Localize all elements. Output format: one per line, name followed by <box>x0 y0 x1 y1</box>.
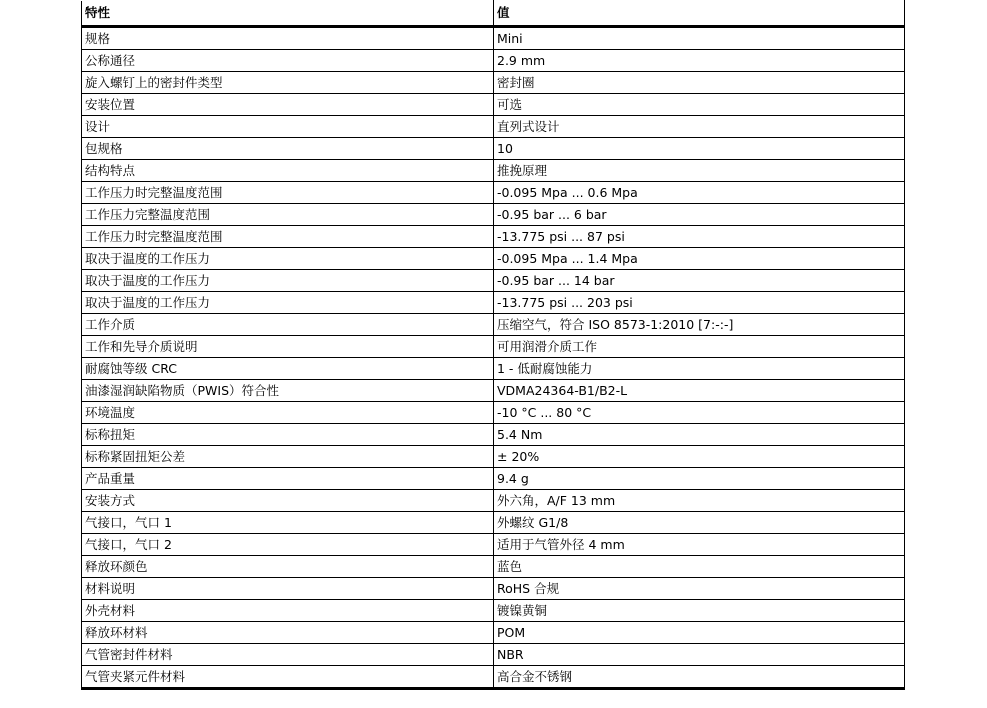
row-feature-cell: 安装位置 <box>82 94 494 116</box>
row-value-cell: -13.775 psi ... 203 psi <box>494 292 905 314</box>
row-feature-cell: 工作介质 <box>82 314 494 336</box>
row-feature-cell: 包规格 <box>82 138 494 160</box>
row-value-cell: 2.9 mm <box>494 50 905 72</box>
table-row <box>82 72 905 94</box>
row-feature-cell: 工作压力完整温度范围 <box>82 204 494 226</box>
table-row <box>82 446 905 468</box>
row-value-cell: ± 20% <box>494 446 905 468</box>
row-feature-cell: 气管夹紧元件材料 <box>82 666 494 689</box>
row-feature-cell: 标称紧固扭矩公差 <box>82 446 494 468</box>
row-value-cell: 外六角，A/F 13 mm <box>494 490 905 512</box>
spec-sheet <box>81 0 904 690</box>
row-value-cell: 10 <box>494 138 905 160</box>
row-feature-cell: 释放环颜色 <box>82 556 494 578</box>
table-row <box>82 50 905 72</box>
row-feature-cell: 规格 <box>82 27 494 50</box>
row-value-cell: RoHS 合规 <box>494 578 905 600</box>
table-row <box>82 424 905 446</box>
row-value-cell: 推挽原理 <box>494 160 905 182</box>
row-feature-cell: 气接口，气口 2 <box>82 534 494 556</box>
row-value-cell: 适用于气管外径 4 mm <box>494 534 905 556</box>
row-feature-cell: 安装方式 <box>82 490 494 512</box>
row-feature-cell: 标称扭矩 <box>82 424 494 446</box>
row-feature-cell: 油漆湿润缺陷物质（PWIS）符合性 <box>82 380 494 402</box>
row-value-cell: 可选 <box>494 94 905 116</box>
row-value-cell: 外螺纹 G1/8 <box>494 512 905 534</box>
row-feature-cell: 旋入螺钉上的密封件类型 <box>82 72 494 94</box>
row-value-cell: 直列式设计 <box>494 116 905 138</box>
table-row <box>82 226 905 248</box>
spec-table-body <box>82 27 905 689</box>
spec-table <box>81 0 905 690</box>
row-value-cell: -0.095 Mpa ... 1.4 Mpa <box>494 248 905 270</box>
row-feature-cell: 工作压力时完整温度范围 <box>82 182 494 204</box>
row-value-cell: 高合金不锈钢 <box>494 666 905 689</box>
table-row <box>82 512 905 534</box>
row-feature-cell: 结构特点 <box>82 160 494 182</box>
header-value: 值 <box>494 1 905 27</box>
table-row <box>82 578 905 600</box>
row-feature-cell: 耐腐蚀等级 CRC <box>82 358 494 380</box>
row-value-cell: -13.775 psi ... 87 psi <box>494 226 905 248</box>
row-value-cell: 密封圈 <box>494 72 905 94</box>
table-row <box>82 402 905 424</box>
row-feature-cell: 外壳材料 <box>82 600 494 622</box>
row-feature-cell: 取决于温度的工作压力 <box>82 248 494 270</box>
table-row <box>82 622 905 644</box>
row-feature-cell: 公称通径 <box>82 50 494 72</box>
table-row <box>82 556 905 578</box>
row-feature-cell: 材料说明 <box>82 578 494 600</box>
row-value-cell: 可用润滑介质工作 <box>494 336 905 358</box>
table-row <box>82 490 905 512</box>
table-row <box>82 292 905 314</box>
row-feature-cell: 取决于温度的工作压力 <box>82 270 494 292</box>
row-feature-cell: 环境温度 <box>82 402 494 424</box>
row-value-cell: VDMA24364-B1/B2-L <box>494 380 905 402</box>
table-row <box>82 116 905 138</box>
table-row <box>82 248 905 270</box>
table-row <box>82 182 905 204</box>
row-value-cell: NBR <box>494 644 905 666</box>
table-row <box>82 160 905 182</box>
row-value-cell: -0.95 bar ... 14 bar <box>494 270 905 292</box>
row-feature-cell: 工作和先导介质说明 <box>82 336 494 358</box>
table-row <box>82 534 905 556</box>
row-feature-cell: 气管密封件材料 <box>82 644 494 666</box>
table-row <box>82 138 905 160</box>
table-header-row <box>82 1 905 27</box>
row-value-cell: POM <box>494 622 905 644</box>
row-feature-cell: 设计 <box>82 116 494 138</box>
row-value-cell: -0.095 Mpa ... 0.6 Mpa <box>494 182 905 204</box>
row-feature-cell: 产品重量 <box>82 468 494 490</box>
table-row <box>82 270 905 292</box>
row-value-cell: 镀镍黄铜 <box>494 600 905 622</box>
row-value-cell: 1 - 低耐腐蚀能力 <box>494 358 905 380</box>
row-feature-cell: 气接口，气口 1 <box>82 512 494 534</box>
table-row <box>82 27 905 50</box>
row-value-cell: -10 °C ... 80 °C <box>494 402 905 424</box>
table-row <box>82 644 905 666</box>
row-value-cell: 5.4 Nm <box>494 424 905 446</box>
table-row <box>82 336 905 358</box>
table-row <box>82 204 905 226</box>
table-row <box>82 94 905 116</box>
table-row <box>82 666 905 689</box>
table-row <box>82 468 905 490</box>
table-row <box>82 600 905 622</box>
row-value-cell: -0.95 bar ... 6 bar <box>494 204 905 226</box>
row-feature-cell: 释放环材料 <box>82 622 494 644</box>
header-feature: 特性 <box>82 1 494 27</box>
row-feature-cell: 取决于温度的工作压力 <box>82 292 494 314</box>
table-row <box>82 380 905 402</box>
table-row <box>82 358 905 380</box>
table-row <box>82 314 905 336</box>
row-feature-cell: 工作压力时完整温度范围 <box>82 226 494 248</box>
row-value-cell: 压缩空气，符合 ISO 8573-1:2010 [7:-:-] <box>494 314 905 336</box>
row-value-cell: 9.4 g <box>494 468 905 490</box>
row-value-cell: 蓝色 <box>494 556 905 578</box>
row-value-cell: Mini <box>494 27 905 50</box>
